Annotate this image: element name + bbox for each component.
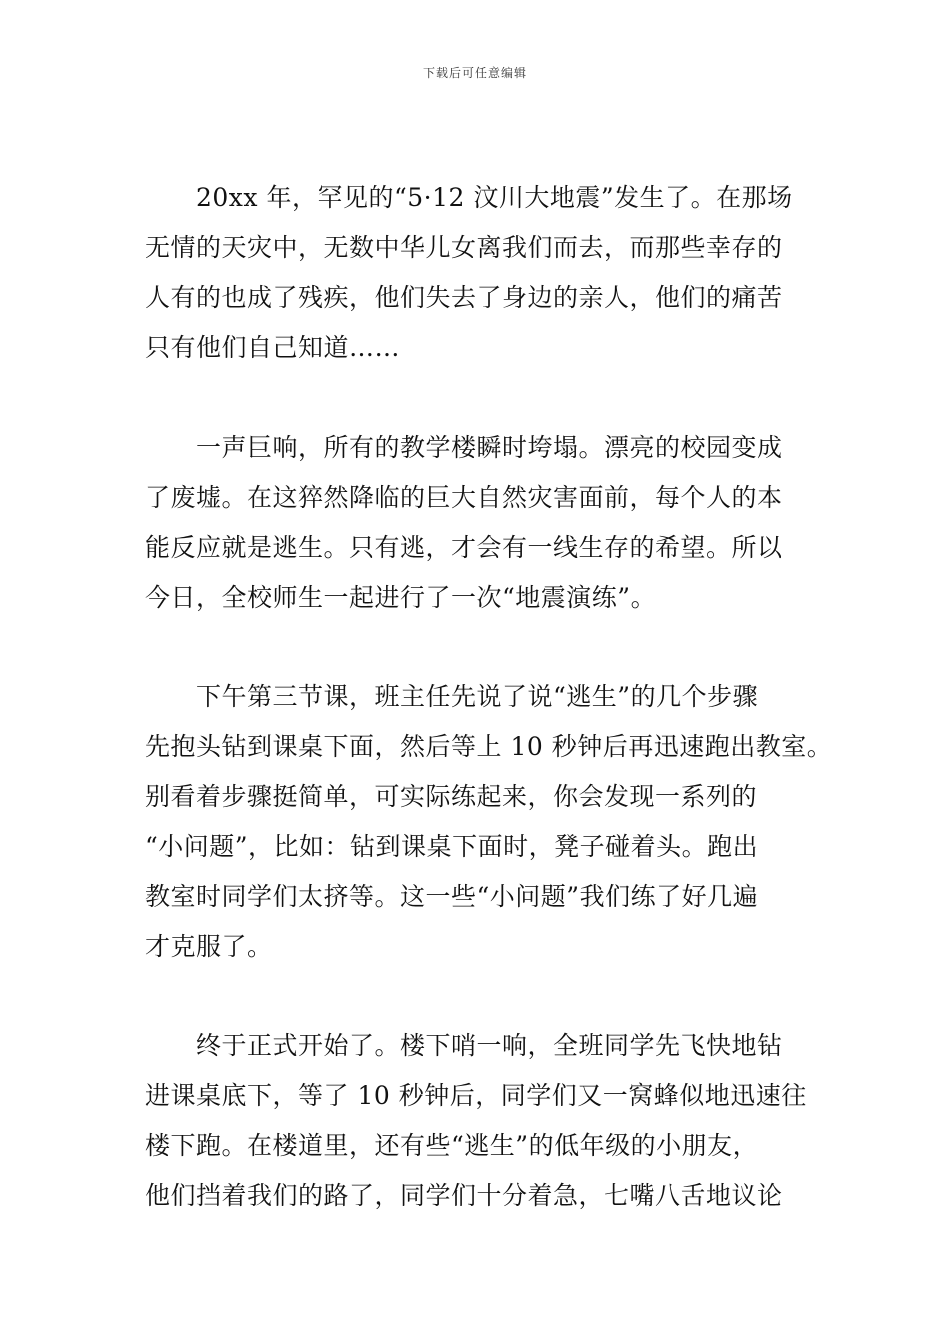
paragraph-1-line-3: 人有的也成了残疾，他们失去了身边的亲人，他们的痛苦	[145, 283, 783, 312]
paragraph-4-line-2: 进课桌底下，等了 10 秒钟后，同学们又一窝蜂似地迅速往	[145, 1081, 807, 1110]
paragraph-3-line-5: 教室时同学们太挤等。这一些“小问题”我们练了好几遍	[145, 882, 759, 911]
paragraph-4-line-1: 终于正式开始了。楼下哨一响，全班同学先飞快地钻	[196, 1031, 783, 1060]
paragraph-2-line-1: 一声巨响，所有的教学楼瞬时垮塌。漂亮的校园变成	[196, 433, 783, 462]
paragraph-3-line-3: 别看着步骤挺简单，可实际练起来，你会发现一系列的	[145, 782, 758, 811]
paragraph-4-line-4: 他们挡着我们的路了，同学们十分着急，七嘴八舌地议论	[145, 1181, 783, 1210]
paragraph-3-line-1: 下午第三节课，班主任先说了说“逃生”的几个步骤	[196, 682, 759, 711]
paragraph-2-line-4: 今日，全校师生一起进行了一次“地震演练”。	[145, 583, 657, 612]
paragraph-4-line-3: 楼下跑。在楼道里，还有些“逃生”的低年级的小朋友，	[145, 1131, 759, 1160]
paragraph-1-line-1: 20xx 年，罕见的“5·12 汶川大地震”发生了。在那场	[196, 183, 793, 212]
page-header: 下载后可任意编辑	[422, 66, 527, 80]
paragraph-2-line-3: 能反应就是逃生。只有逃，才会有一线生存的希望。所以	[145, 533, 783, 562]
paragraph-3-line-4: “小问题”，比如：钻到课桌下面时，凳子碰着头。跑出	[145, 832, 759, 861]
paragraph-3-line-6: 才克服了。	[145, 932, 273, 961]
paragraph-2-line-2: 了废墟。在这猝然降临的巨大自然灾害面前，每个人的本	[145, 483, 783, 512]
paragraph-1-line-2: 无情的天灾中，无数中华儿女离我们而去，而那些幸存的	[145, 233, 783, 262]
paragraph-3-line-2: 先抱头钻到课桌下面，然后等上 10 秒钟后再迅速跑出教室。	[145, 732, 833, 761]
paragraph-1-line-4: 只有他们自己知道……	[145, 333, 401, 362]
